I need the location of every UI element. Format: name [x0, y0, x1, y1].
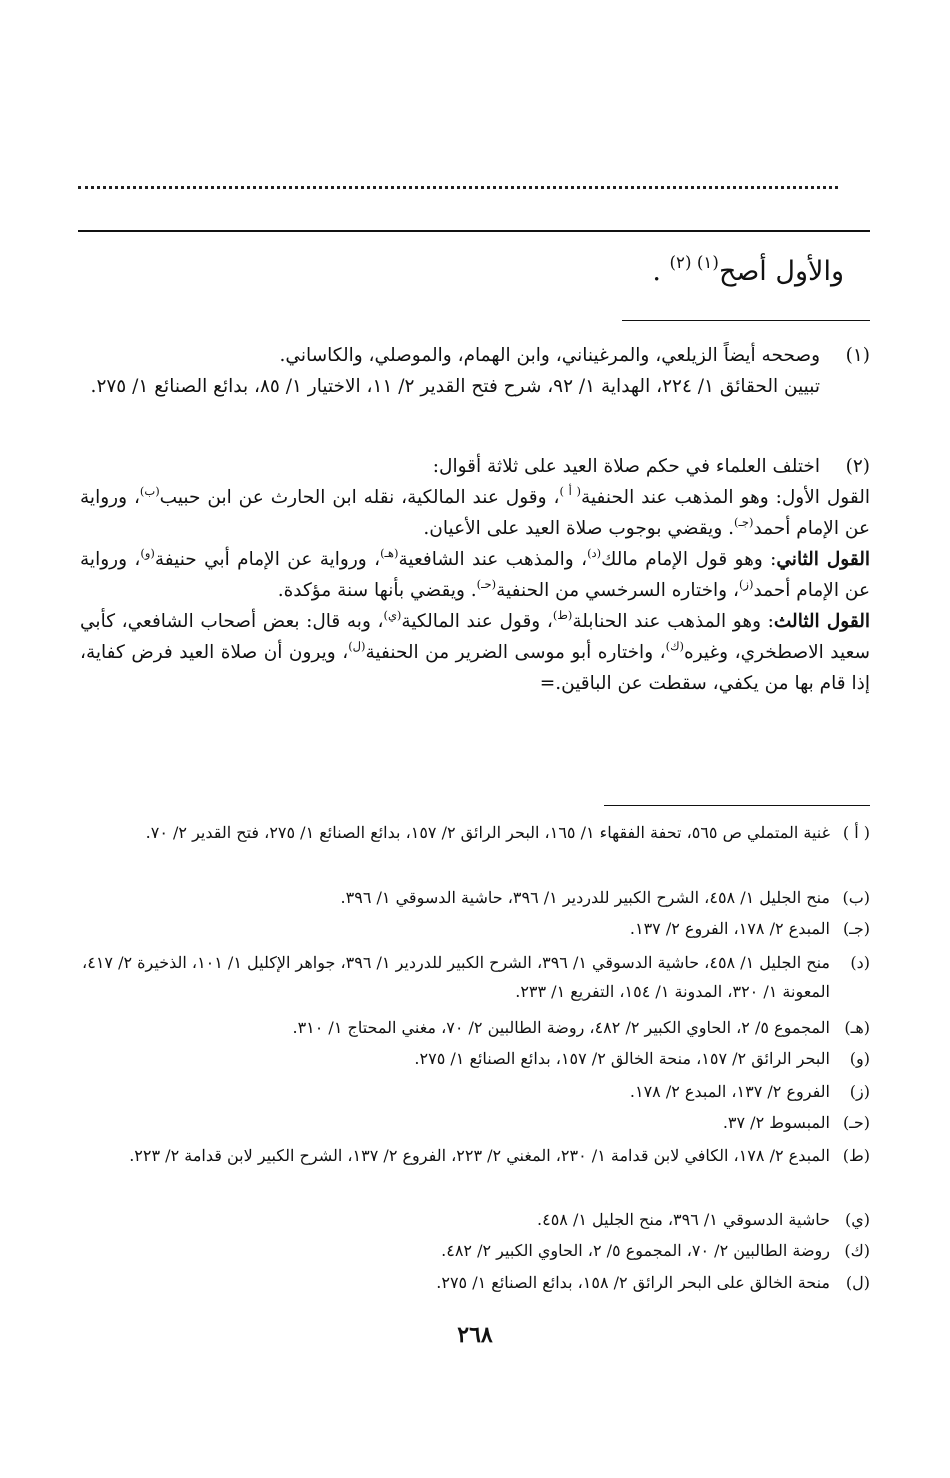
footnote-text: الفروع ٢/ ١٣٧، المبدع ٢/ ١٧٨.	[629, 1082, 830, 1101]
footnote-text: منحة الخالق على البحر الرائق ٢/ ١٥٨، بدائع الصنائع ١/ ٢٧٥.	[436, 1273, 830, 1292]
note-number: (٢)	[845, 456, 870, 477]
footnote-text: المبسوط ٢/ ٣٧.	[722, 1113, 830, 1132]
footnote-j	[80, 914, 870, 943]
footnote-ref: (ك)	[665, 638, 685, 653]
note-2	[80, 451, 870, 699]
opinion-text: . ويقضي بوجوب صلاة العيد على الأعيان.	[423, 518, 735, 539]
footnote-label: (ك)	[844, 1241, 870, 1260]
footnote-a	[80, 818, 870, 847]
footnote-text: المجموع ٥/ ٢، الحاوي الكبير ٢/ ٤٨٢، روضة الطالبين ٢/ ٧٠، مغني المحتاج ١/ ٣١٠.	[292, 1018, 830, 1037]
opinion-text: ، ورواية عن الإمام أبي حنيفة	[154, 549, 381, 570]
opinion-text: : وهو قول الإمام مالك	[601, 549, 777, 570]
footnote-label: (ي)	[844, 1210, 870, 1229]
opinion-text: القول الأول: وهو المذهب عند الحنفية	[581, 487, 870, 508]
opinion-1	[80, 482, 870, 544]
footnote-ref: ( أ )	[559, 483, 582, 498]
footnote-label: (جـ)	[842, 919, 870, 938]
footnote-label: (ل)	[845, 1273, 870, 1292]
opinion-text: ، واختاره السرخسي من الحنفية	[496, 580, 739, 601]
footnote-d	[80, 948, 870, 1006]
footnote-l	[80, 1268, 870, 1297]
footnote-h	[80, 1013, 870, 1042]
footnote-ref: (د)	[587, 545, 602, 560]
footnote-y	[80, 1205, 870, 1234]
note-intro: اختلف العلماء في حكم صلاة العيد على ثلاثة أقوال:	[432, 456, 820, 477]
opinion-text: ، ورواية عن الإمام أحمد	[80, 487, 870, 539]
footnote-text: المبدع ٢/ ١٧٨، الكافي لابن قدامة ١/ ٢٣٠، المغني ٢/ ٢٢٣، الفروع ٢/ ١٣٧، الشرح الكبير لابن قدامة ٢/ ٢٢٣.	[129, 1146, 830, 1165]
opinion-text: . ويقضي بأنها سنة مؤكدة.	[277, 580, 477, 601]
note-number: (١)	[845, 345, 870, 366]
opinion-text: ، والمذهب عند الشافعية	[398, 549, 588, 570]
opinion-text: : وهو المذهب عند الحنابلة	[572, 611, 774, 632]
footnote-label: (هـ)	[844, 1018, 870, 1037]
footnote-ref: (ل)	[348, 638, 366, 653]
footnote-label: (د)	[850, 953, 870, 972]
top-rule	[78, 230, 870, 232]
footnote-text: البحر الرائق ٢/ ١٥٧، منحة الخالق ٢/ ١٥٧، بدائع الصنائع ١/ ٢٧٥.	[414, 1049, 830, 1068]
main-period: .	[652, 256, 661, 287]
footnote-label: (و)	[849, 1049, 870, 1068]
opinion-heading: القول الثاني	[776, 549, 870, 570]
footnotes-rule	[604, 805, 870, 806]
footnote-ref: (حـ)	[476, 576, 497, 591]
opinion-text: ، واختاره أبو موسى الضرير من الحنفية	[365, 642, 666, 663]
footnote-k	[80, 1236, 870, 1265]
main-text: والأول أصح	[718, 256, 844, 287]
opinion-text: ، وبه قال: بعض أصحاب الشافعي، كأبي سعيد الاصطخري، وغيره	[80, 611, 871, 663]
footnote-ref: (و)	[140, 545, 155, 560]
opinion-text: ، وقول عند المالكية	[401, 611, 553, 632]
notes-rule	[622, 320, 870, 321]
main-text-line	[652, 252, 844, 292]
dotted-separator	[78, 186, 838, 209]
opinion-text: ، وقول عند المالكية، نقله ابن الحارث عن ابن حبيب	[159, 487, 560, 508]
footnote-text: حاشية الدسوقي ١/ ٣٩٦، منح الجليل ١/ ٤٥٨.	[537, 1210, 830, 1229]
opinion-text: ، ويرون أن صلاة العيد فرض كفاية، إذا قام بها من يكفي، سقطت عن الباقين.=	[80, 642, 870, 694]
opinion-3	[80, 606, 870, 699]
footnote-label: (حـ)	[842, 1113, 870, 1132]
note-1	[80, 340, 870, 402]
note-line: وصححه أيضاً الزيلعي، والمرغيناني، وابن الهمام، والموصلي، والكاساني.	[279, 345, 820, 366]
footnote-label: (ز)	[849, 1082, 870, 1101]
footnote-text: المبدع ٢/ ١٧٨، الفروع ٢/ ١٣٧.	[629, 919, 830, 938]
page-number: ٢٦٨	[457, 1322, 493, 1348]
footnote-t	[80, 1141, 870, 1170]
footnote-z	[80, 1077, 870, 1106]
note-line: تبيين الحقائق ١/ ٢٢٤، الهداية ١/ ٩٢، شرح فتح القدير ٢/ ١١، الاختيار ١/ ٨٥، بدائع الصنائع ١/ ٢٧٥.	[90, 376, 820, 397]
footnote-label: (ط)	[842, 1146, 870, 1165]
footnote-ha	[80, 1108, 870, 1137]
footnote-text: منح الجليل ١/ ٤٥٨، حاشية الدسوقي ١/ ٣٩٦، الشرح الكبير للدردير ١/ ٣٩٦، جواهر الإكليل ١/ ١٠١، الذخيرة ٢/ ٤١٧، المعونة ١/ ٣٢٠، المدونة ١/ ١٥٤، التفريع ١/ ٢٣٣.	[82, 953, 830, 1001]
footnote-w	[80, 1044, 870, 1073]
footnote-ref: (جـ)	[734, 514, 754, 529]
opinion-2	[80, 544, 870, 606]
footnote-b	[80, 883, 870, 912]
footnote-label: (ب)	[842, 888, 870, 907]
footnote-text: روضة الطالبين ٢/ ٧٠، المجموع ٥/ ٢، الحاوي الكبير ٢/ ٤٨٢.	[441, 1241, 830, 1260]
footnote-label: ( أ )	[842, 823, 870, 842]
footnote-text: منح الجليل ١/ ٤٥٨، الشرح الكبير للدردير ١/ ٣٩٦، حاشية الدسوقي ١/ ٣٩٦.	[340, 888, 830, 907]
opinion-heading: القول الثالث	[773, 611, 870, 632]
footnote-ref: (ط)	[552, 607, 573, 622]
footnote-ref: (ي)	[383, 607, 402, 622]
footnote-text: غنية المتملي ص ٥٦٥، تحفة الفقهاء ١/ ١٦٥، البحر الرائق ٢/ ١٥٧، بدائع الصنائع ١/ ٢٧٥، فتح القدير ٢/ ٧٠.	[145, 823, 830, 842]
opinion-text: ، ورواية عن الإمام أحمد	[80, 549, 870, 601]
footnote-ref: (ب)	[139, 483, 160, 498]
footnote-ref: (ز)	[738, 576, 754, 591]
footnote-ref: (هـ)	[380, 545, 399, 560]
main-footnote-refs: (١) (٢)	[669, 252, 719, 273]
